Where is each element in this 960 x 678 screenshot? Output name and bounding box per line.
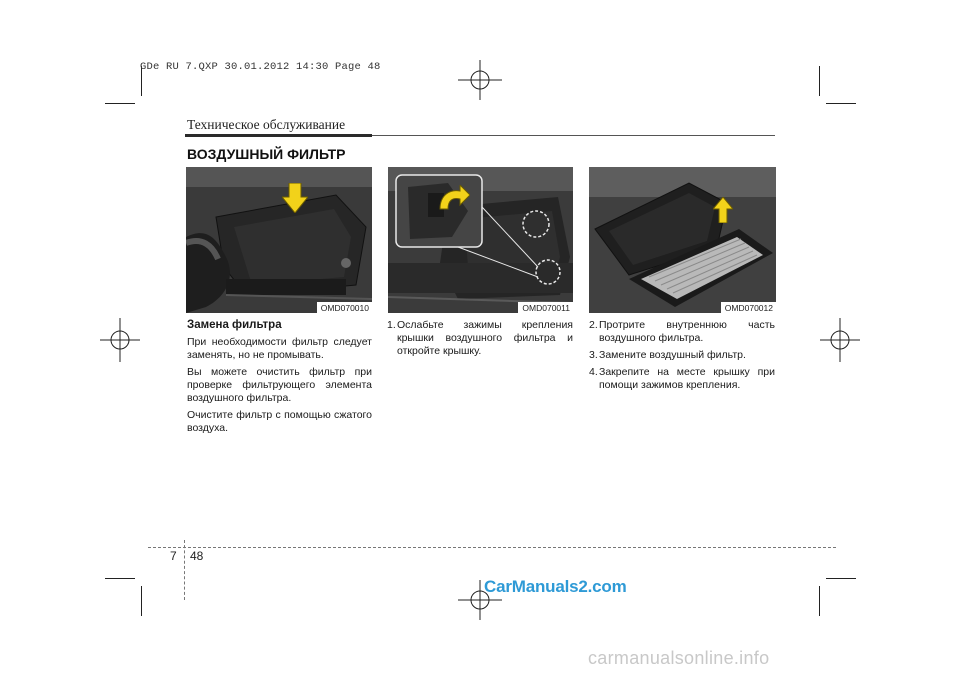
photo-code: OMD070011: [518, 302, 573, 313]
step-item: [387, 319, 573, 358]
page-separator: [184, 540, 185, 600]
column-step-1: [387, 319, 573, 362]
watermark-link[interactable]: CarManuals2.com: [484, 577, 627, 596]
step-number: 3.: [589, 349, 598, 361]
section-title: Техническое обслуживание: [187, 117, 346, 132]
step-text: Замените воздушный фильтр.: [599, 349, 746, 361]
photo-air-filter-housing: [186, 167, 372, 313]
step-text: Протрите внутреннюю часть воздушного фильтра.: [599, 319, 775, 344]
photo-code: OMD070010: [317, 302, 372, 313]
chapter-number: 7: [170, 549, 177, 563]
title-underline-bold: [185, 134, 372, 137]
photo-filter-clamps: [388, 167, 573, 313]
paragraph: Очистите фильтр с помощью сжатого воздуха.: [187, 409, 372, 434]
column-replacement: [187, 319, 372, 439]
page-number: 48: [190, 549, 204, 563]
lift-arrow-icon: [713, 197, 733, 223]
step-text: Закрепите на месте крышку при помощи зажимов крепления.: [599, 366, 775, 391]
footer-rule: [148, 547, 836, 548]
curved-arrow-icon: [436, 185, 470, 213]
paragraph: При необходимости фильтр следует заменять, но не промывать.: [187, 336, 372, 361]
arrow-down-icon: [282, 183, 308, 213]
step-item: [589, 366, 775, 392]
step-item: [589, 349, 775, 362]
subheading-replacement: Замена фильтра: [187, 319, 282, 331]
step-number: 4.: [589, 366, 598, 378]
photo-filter-element: [589, 167, 776, 313]
photo-code: OMD070012: [721, 302, 776, 313]
step-number: 2.: [589, 319, 598, 331]
print-info: GDe RU 7.QXP 30.01.2012 14:30 Page 48: [140, 61, 381, 73]
page-heading: ВОЗДУШНЫЙ ФИЛЬТР: [187, 146, 346, 162]
title-underline-thin: [372, 135, 775, 136]
step-text: Ослабьте зажимы крепления крышки воздушного фильтра и откройте крышку.: [397, 319, 573, 357]
column-steps-2-4: [589, 319, 775, 396]
paragraph: Вы можете очистить фильтр при проверке фильтрующего элемента воздушного фильтра.: [187, 366, 372, 404]
site-watermark: carmanualsonline.info: [588, 648, 770, 668]
step-number: 1.: [387, 319, 396, 331]
step-item: [589, 319, 775, 345]
